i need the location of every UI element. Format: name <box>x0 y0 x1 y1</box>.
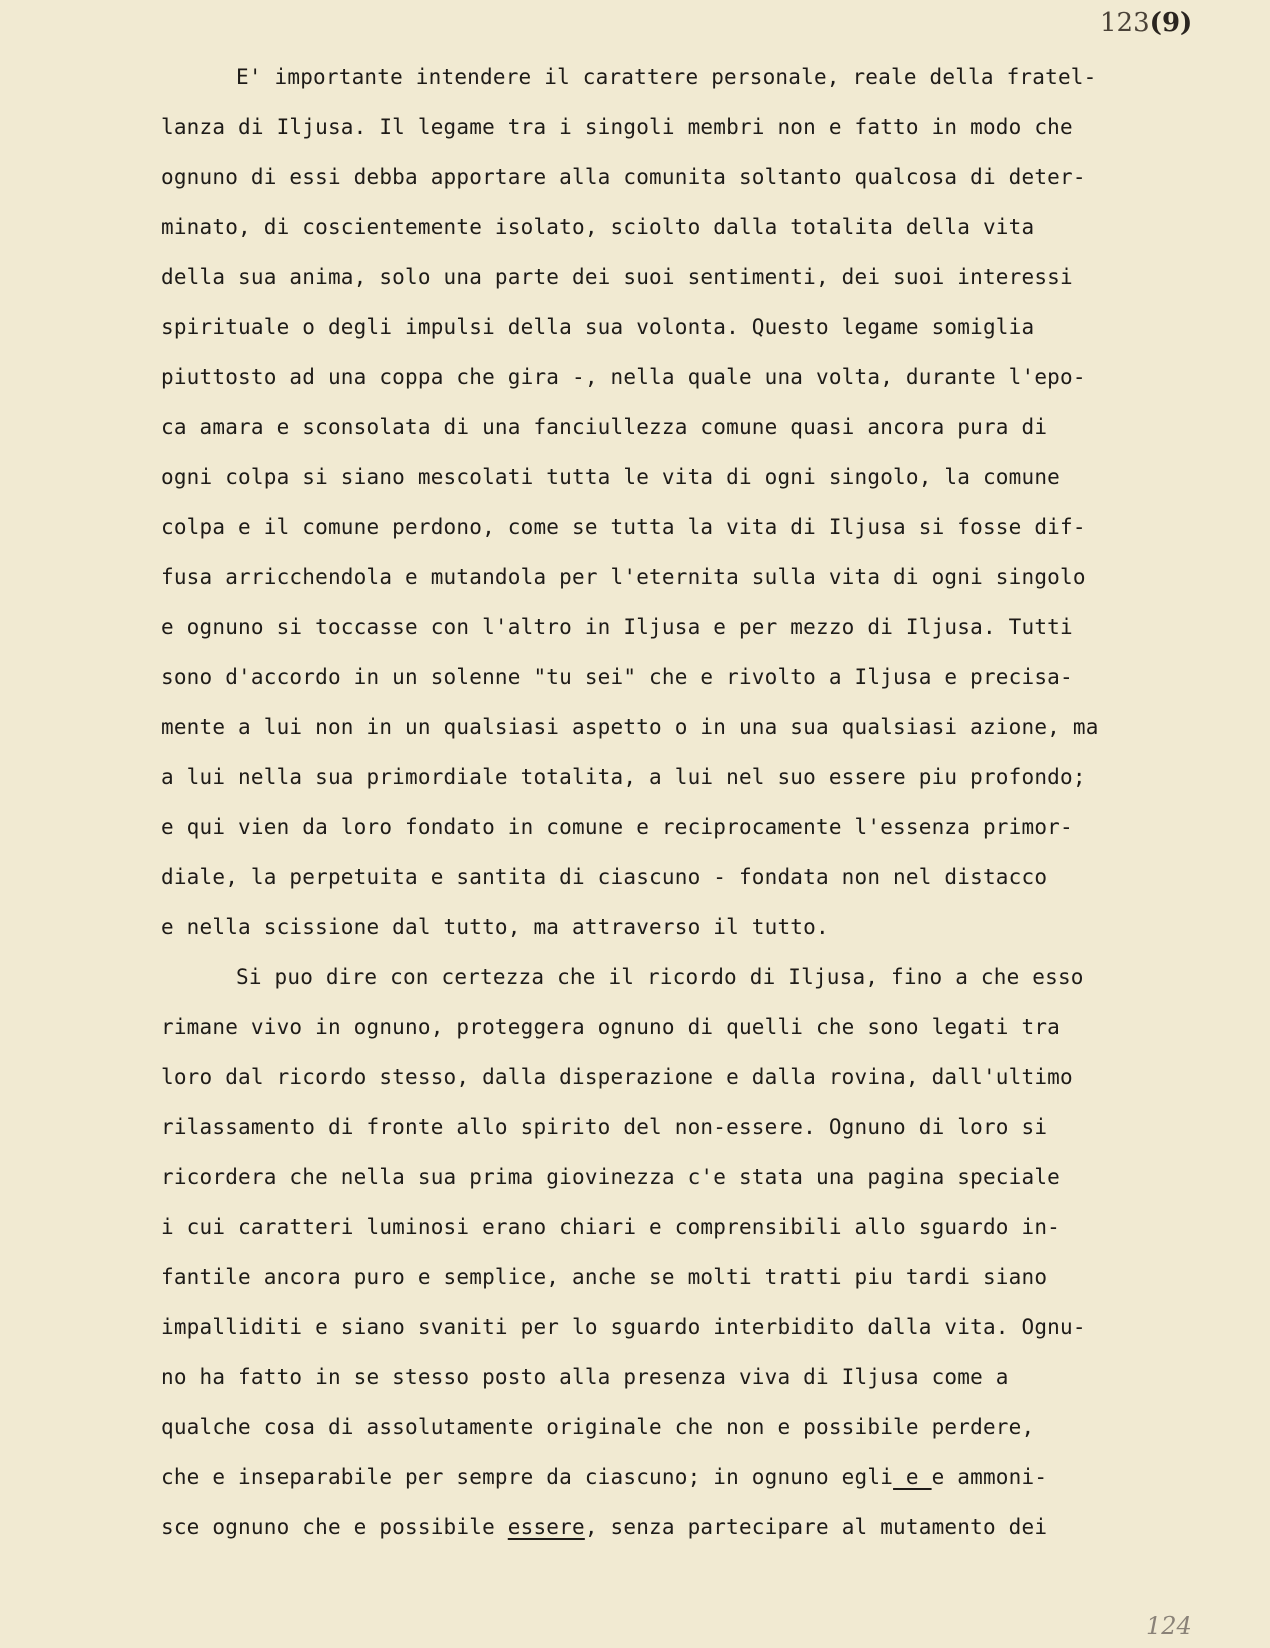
text-line: no ha fatto in se stesso posto alla presenza viva di Iljusa come a <box>161 1365 1009 1389</box>
text-line: fusa arricchendola e mutandola per l'eternita sulla vita di ogni singolo <box>161 565 1086 589</box>
folio-number: 124 <box>1146 1612 1192 1640</box>
underlined-word: e <box>893 1465 932 1489</box>
text-line: mente a lui non in un qualsiasi aspetto o in una sua qualsiasi azione, ma <box>161 715 1099 739</box>
text-line: rimane vivo in ognuno, proteggera ognuno di quelli che sono legati tra <box>161 1015 1061 1039</box>
underlined-word: essere <box>507 1515 585 1539</box>
text-line: spirituale o degli impulsi della sua volonta. Questo legame somiglia <box>161 315 1035 339</box>
text-line: e qui vien da loro fondato in comune e reciprocamente l'essenza primor- <box>161 815 1073 839</box>
text-line: qualche cosa di assolutamente originale che non e possibile perdere, <box>161 1415 1035 1439</box>
body-text <box>161 52 1261 1552</box>
text-line: rilassamento di fronte allo spirito del non-essere. Ognuno di loro si <box>161 1115 1048 1139</box>
text-line: loro dal ricordo stesso, dalla disperazione e dalla rovina, dall'ultimo <box>161 1065 1073 1089</box>
text-line: che e inseparabile per sempre da ciascuno; in ognuno egli e e ammoni- <box>161 1465 1048 1489</box>
text-line: diale, la perpetuita e santita di ciascuno - fondata non nel distacco <box>161 865 1048 889</box>
text-line: a lui nella sua primordiale totalita, a lui nel suo essere piu profondo; <box>161 765 1086 789</box>
text-line: ca amara e sconsolata di una fanciullezza comune quasi ancora pura di <box>161 415 1048 439</box>
text-line: E' importante intendere il carattere personale, reale della fratel- <box>236 65 1097 89</box>
text-line: ogni colpa si siano mescolati tutta le vita di ogni singolo, la comune <box>161 465 1061 489</box>
text-line: e ognuno si toccasse con l'altro in Iljusa e per mezzo di Iljusa. Tutti <box>161 615 1073 639</box>
paragraph-1 <box>161 52 1261 952</box>
text-line: Si puo dire con certezza che il ricordo di Iljusa, fino a che esso <box>236 965 1084 989</box>
page-number-value: 123 <box>1100 8 1150 38</box>
text-line: minato, di coscientemente isolato, sciolto dalla totalita della vita <box>161 215 1035 239</box>
page-number <box>1100 8 1192 38</box>
text-line: sono d'accordo in un solenne "tu sei" che e rivolto a Iljusa e precisa- <box>161 665 1073 689</box>
text-line: piuttosto ad una coppa che gira -, nella quale una volta, durante l'epo- <box>161 365 1086 389</box>
text-line: ognuno di essi debba apportare alla comunita soltanto qualcosa di deter- <box>161 165 1086 189</box>
text-line: i cui caratteri luminosi erano chiari e comprensibili allo sguardo in- <box>161 1215 1061 1239</box>
text-line: della sua anima, solo una parte dei suoi sentimenti, dei suoi interessi <box>161 265 1073 289</box>
text-line: colpa e il comune perdono, come se tutta la vita di Iljusa si fosse dif- <box>161 515 1086 539</box>
page-number-circled: (9) <box>1149 8 1193 38</box>
text-line: lanza di Iljusa. Il legame tra i singoli membri non e fatto in modo che <box>161 115 1073 139</box>
text-line: e nella scissione dal tutto, ma attraverso il tutto. <box>161 915 829 939</box>
paragraph-2 <box>161 952 1261 1552</box>
text-line: fantile ancora puro e semplice, anche se molti tratti piu tardi siano <box>161 1265 1048 1289</box>
text-line: impalliditi e siano svaniti per lo sguardo interbidito dalla vita. Ognu- <box>161 1315 1086 1339</box>
text-line: ricordera che nella sua prima giovinezza c'e stata una pagina speciale <box>161 1165 1061 1189</box>
text-line: sce ognuno che e possibile essere, senza partecipare al mutamento dei <box>161 1515 1048 1539</box>
